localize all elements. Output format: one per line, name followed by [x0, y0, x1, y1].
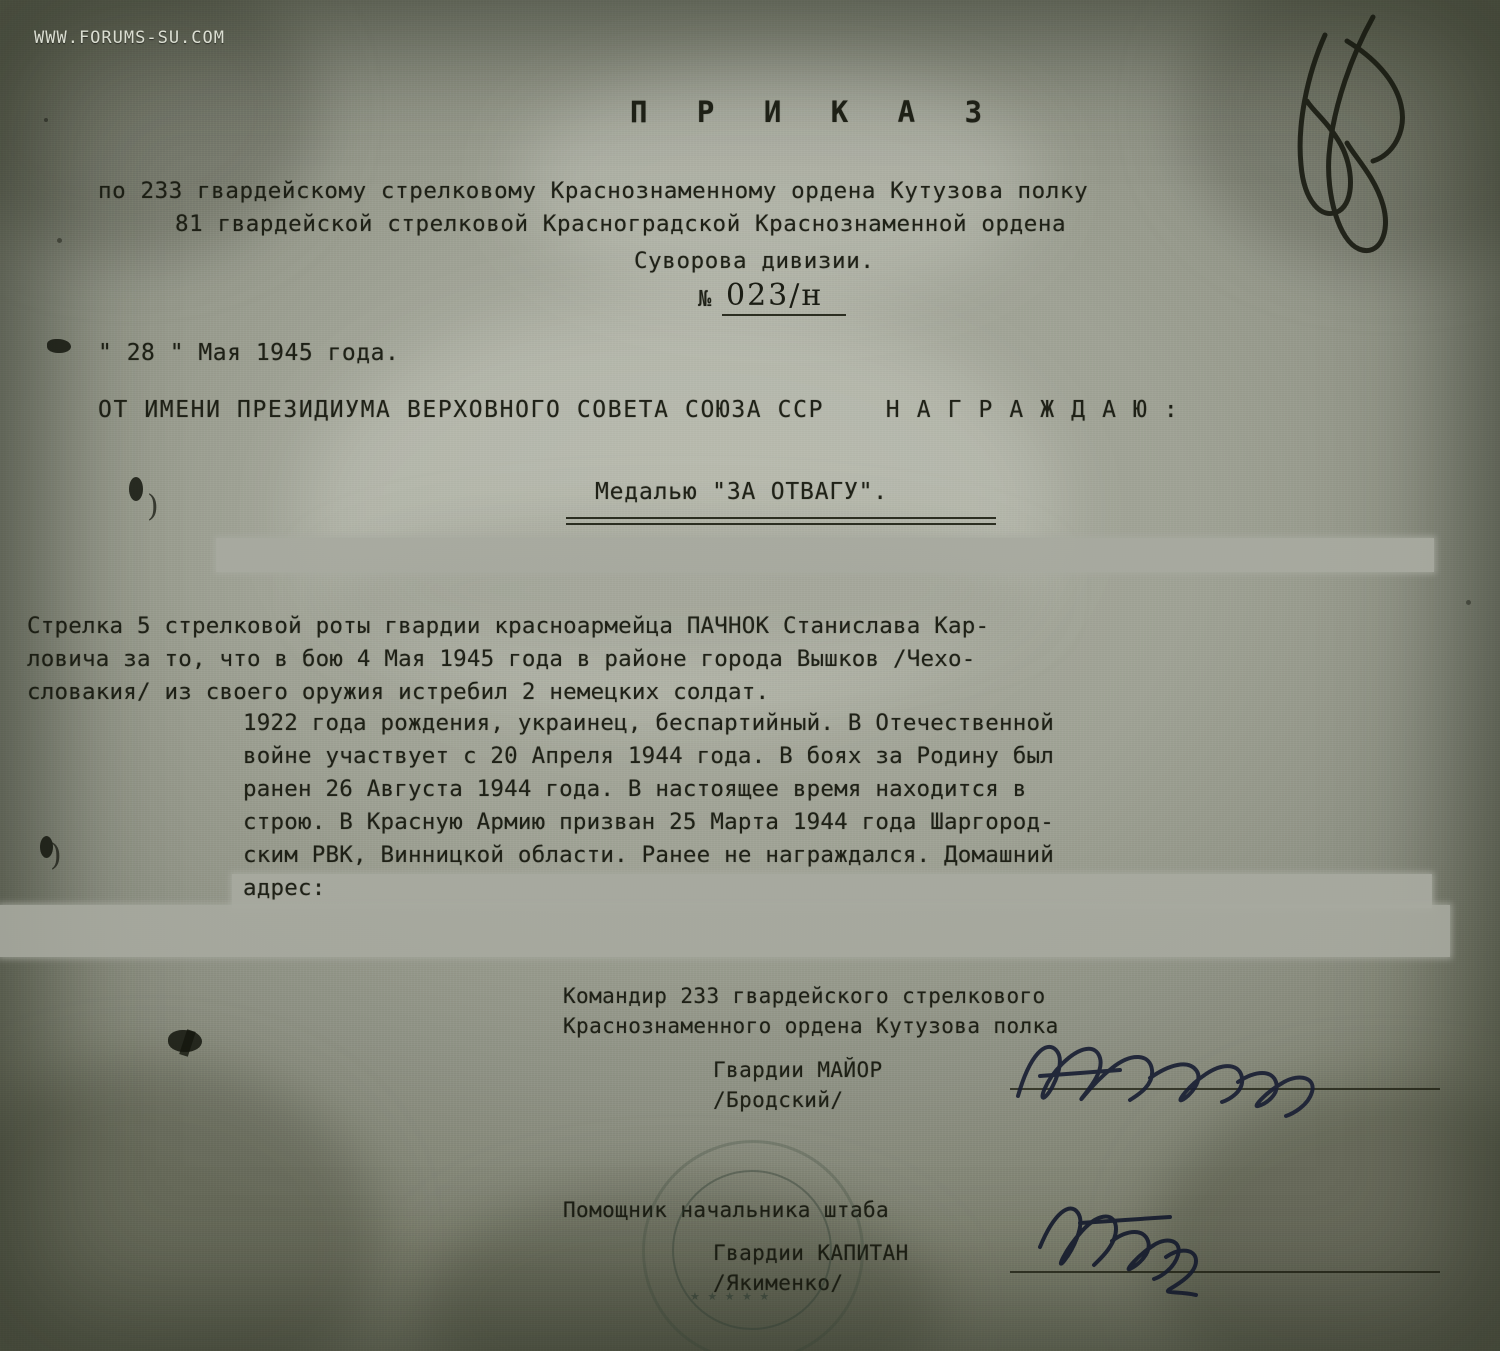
- medal-underline-1: [566, 517, 996, 519]
- redaction-bar: [0, 905, 1450, 957]
- citation-line-4: 1922 года рождения, украинец, беспартийный. В Отечественной: [243, 710, 1055, 736]
- award-heading: ОТ ИМЕНИ ПРЕЗИДИУМА ВЕРХОВНОГО СОВЕТА СОЮЗА ССР Н А Г Р А Ж Д А Ю :: [98, 397, 1180, 423]
- order-number-underline: [722, 314, 846, 316]
- citation-line-2: ловича за то, что в бою 4 Мая 1945 года в районе города Вышков /Чехо-: [27, 646, 976, 672]
- order-date: " 28 " Мая 1945 года.: [98, 340, 400, 366]
- order-number-label: №: [698, 287, 712, 312]
- signature-2-name: /Якименко/: [713, 1271, 844, 1295]
- header-line-1: по 233 гвардейскому стрелковому Краснознаменному ордена Кутузова полку: [98, 178, 1089, 204]
- citation-line-9: адрес:: [243, 875, 326, 901]
- stamp-text: ★ ★ ★ ★ ★: [690, 1290, 772, 1303]
- paper-speck: [57, 238, 62, 243]
- redaction-bar: [232, 874, 1432, 908]
- paper-tear: ): [147, 489, 159, 524]
- citation-line-3: словакия/ из своего оружия истребил 2 немецких солдат.: [27, 679, 770, 705]
- citation-line-5: войне участвует с 20 Апреля 1944 года. В боях за Родину был: [243, 743, 1055, 769]
- redaction-bar: [216, 538, 1434, 572]
- signature-2-role-line-1: Помощник начальника штаба: [563, 1198, 890, 1222]
- signature-1-rank: Гвардии МАЙОР: [713, 1058, 883, 1082]
- medal-line: Медалью "ЗА ОТВАГУ".: [595, 479, 888, 505]
- signature-2-rule: [1010, 1271, 1440, 1273]
- citation-line-7: строю. В Красную Армию призван 25 Марта 1944 года Шаргород-: [243, 809, 1055, 835]
- order-number-value: 023/н: [726, 278, 824, 313]
- signature-1-role-line-2: Краснознаменного ордена Кутузова полка: [563, 1014, 1059, 1038]
- paper-speck: [44, 118, 48, 122]
- paper-speck: [1466, 600, 1471, 605]
- citation-line-1: Стрелка 5 стрелковой роты гвардии красноармейца ПАЧНОК Станислава Кар-: [27, 613, 990, 639]
- citation-line-6: ранен 26 Августа 1944 года. В настоящее время находится в: [243, 776, 1027, 802]
- signature-1-name: /Бродский/: [713, 1088, 844, 1112]
- citation-line-8: ским РВК, Винницкой области. Ранее не награждался. Домашний: [243, 842, 1055, 868]
- signature-1-rule: [1010, 1088, 1440, 1090]
- watermark-text: WWW.FORUMS-SU.COM: [34, 28, 225, 48]
- medal-underline-2: [566, 523, 996, 525]
- paper-tear: ): [50, 838, 62, 873]
- ink-blot: [47, 339, 71, 353]
- paper-hole: [129, 477, 143, 501]
- round-stamp-inner: [672, 1170, 832, 1330]
- signature-2-rank: Гвардии КАПИТАН: [713, 1241, 909, 1265]
- header-line-2: 81 гвардейской стрелковой Красноградской Краснознаменной ордена: [175, 211, 1067, 237]
- document-title: П Р И К А З: [630, 95, 999, 129]
- header-line-3: Суворова дивизии.: [634, 248, 875, 274]
- signature-1-role-line-1: Командир 233 гвардейского стрелкового: [563, 984, 1046, 1008]
